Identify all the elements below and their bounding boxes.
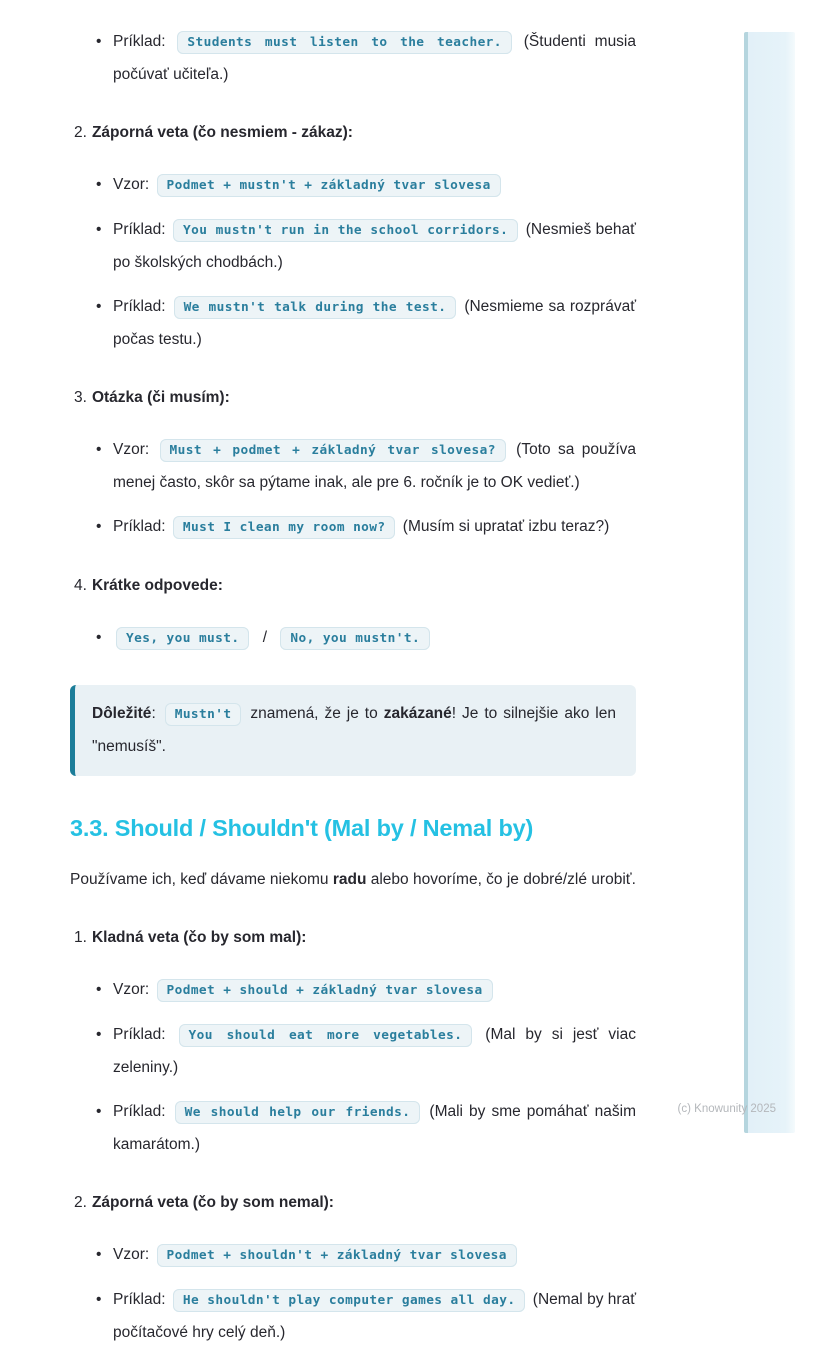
example-translation: (Nesmieš behať po školských chodbách.)	[113, 221, 636, 271]
example-label: Príklad:	[113, 298, 166, 315]
vzor-bullet-mustnt	[70, 169, 636, 202]
separator-slash: /	[262, 629, 268, 646]
item-number: 2.	[74, 1194, 87, 1211]
code-chip-yes-you-must: Yes, you must.	[116, 627, 249, 650]
example-translation: (Mal by si jesť viac zeleniny.)	[113, 1026, 636, 1076]
example-translation: (Nesmieme sa rozprávať počas testu.)	[113, 298, 637, 348]
vzor-label: Vzor:	[113, 981, 150, 998]
example-label: Príklad:	[113, 33, 166, 50]
example-bullet-should-eat	[70, 1019, 636, 1084]
item-number: 2.	[74, 124, 87, 141]
item-title: Záporná veta (čo nesmiem - zákaz):	[91, 124, 353, 141]
numbered-item-shouldnt-negative	[70, 1187, 636, 1219]
example-translation: (Nemal by hrať počítačové hry celý deň.)	[113, 1291, 637, 1341]
intro-bold: radu	[332, 871, 367, 888]
example-translation: (Študenti musia počúvať učiteľa.)	[113, 33, 636, 83]
example-bullet-must-clean	[70, 511, 636, 544]
callout-text: znamená, že je to	[250, 705, 384, 722]
numbered-item-mustnt-negative	[70, 117, 636, 149]
code-chip-mustnt-run: You mustn't run in the school corridors.	[173, 219, 518, 242]
example-label: Príklad:	[113, 221, 166, 238]
page-edge-bar	[744, 32, 795, 1133]
code-chip-should-help: We should help our friends.	[175, 1101, 421, 1124]
numbered-item-should-positive	[70, 922, 636, 954]
short-answers-bullet	[70, 622, 636, 655]
code-chip-should-pattern: Podmet + should + základný tvar slovesa	[157, 979, 493, 1002]
code-chip-shouldnt-play: He shouldn't play computer games all day.	[173, 1289, 526, 1312]
item-title: Otázka (či musím):	[91, 389, 230, 406]
callout-text-end: ! Je to silnejšie ako len "nemusíš".	[92, 705, 616, 755]
item-title: Záporná veta (čo by som nemal):	[91, 1194, 334, 1211]
code-chip-must-listen: Students must listen to the teacher.	[177, 31, 511, 54]
document-content	[70, 26, 636, 1361]
vzor-label: Vzor:	[113, 441, 150, 458]
example-label: Príklad:	[113, 518, 166, 535]
code-chip-shouldnt-pattern: Podmet + shouldn't + základný tvar slovesa	[157, 1244, 517, 1267]
code-chip-mustnt-pattern: Podmet + mustn't + základný tvar slovesa	[157, 174, 501, 197]
example-label: Príklad:	[113, 1103, 166, 1120]
code-chip-must-clean: Must I clean my room now?	[173, 516, 396, 539]
example-label: Príklad:	[113, 1291, 166, 1308]
callout-bold-word: zakázané	[383, 705, 452, 722]
example-bullet-mustnt-talk	[70, 291, 636, 356]
code-chip-no-you-mustnt: No, you mustn't.	[280, 627, 430, 650]
vzor-label: Vzor:	[113, 1246, 150, 1263]
example-label: Príklad:	[113, 1026, 166, 1043]
example-bullet-should-help	[70, 1096, 636, 1161]
intro-after: alebo hovoríme, čo je dobré/zlé urobiť.	[366, 871, 636, 888]
watermark: (c) Knowunity 2025	[677, 1103, 776, 1115]
item-title: Kladná veta (čo by som mal):	[91, 929, 307, 946]
code-chip-mustnt: Mustn't	[165, 703, 242, 726]
vzor-label: Vzor:	[113, 176, 150, 193]
should-intro-paragraph	[70, 864, 636, 896]
code-chip-should-eat: You should eat more vegetables.	[179, 1024, 473, 1047]
numbered-item-must-question	[70, 382, 636, 414]
item-number: 1.	[74, 929, 87, 946]
item-title: Krátke odpovede:	[91, 577, 223, 594]
callout-colon: :	[151, 705, 162, 722]
item-number: 4.	[74, 577, 87, 594]
vzor-note: (Toto sa používa menej často, skôr sa pýtame inak, ale pre 6. ročník je to OK vedieť.)	[113, 441, 636, 491]
intro-before: Používame ich, keď dávame niekomu	[70, 871, 333, 888]
vzor-bullet-must-question	[70, 434, 636, 499]
example-bullet-shouldnt-play	[70, 1284, 636, 1349]
callout-lead: Dôležité	[92, 705, 152, 722]
code-chip-mustnt-talk: We mustn't talk during the test.	[174, 296, 457, 319]
example-bullet-mustnt-run	[70, 214, 636, 279]
code-chip-must-question-pattern: Must + podmet + základný tvar slovesa?	[160, 439, 506, 462]
example-translation: (Mali by sme pomáhať našim kamarátom.)	[113, 1103, 636, 1153]
important-callout	[70, 685, 636, 776]
vzor-bullet-should	[70, 974, 636, 1007]
section-heading-should: 3.3. Should / Shouldn't (Mal by / Nemal by)	[70, 815, 534, 841]
vzor-bullet-shouldnt	[70, 1239, 636, 1272]
item-number: 3.	[74, 389, 87, 406]
example-translation: (Musím si upratať izbu teraz?)	[402, 518, 610, 535]
example-bullet-must-listen	[70, 26, 636, 91]
numbered-item-short-answers	[70, 570, 636, 602]
